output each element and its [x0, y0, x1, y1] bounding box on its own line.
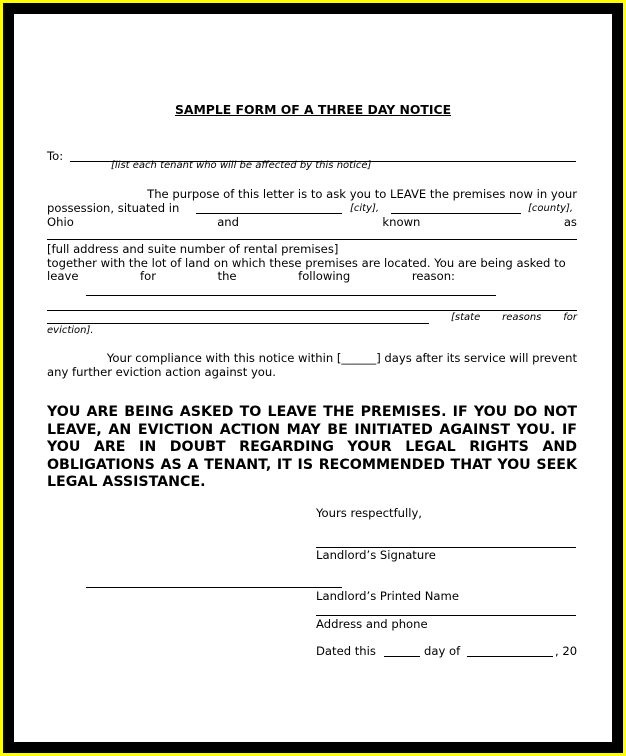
the-text: the [217, 269, 237, 283]
and-text: and [217, 215, 240, 229]
leave-text: leave [47, 269, 79, 283]
day-blank [384, 656, 420, 657]
reason-blank-3 [47, 323, 429, 324]
day-of-text: day of [424, 644, 461, 658]
page-frame [3, 3, 623, 753]
as-text: as [563, 215, 577, 229]
address-phone-label: Address and phone [316, 617, 428, 631]
month-blank [467, 656, 553, 657]
purpose-line-2a: possession, situated in [47, 201, 180, 215]
state-hint-word: [state [451, 312, 481, 323]
compliance-line-2: any further eviction action against you. [47, 365, 276, 379]
reason-blank-1 [86, 295, 496, 296]
page-title: SAMPLE FORM OF A THREE DAY NOTICE [174, 102, 452, 117]
closing-text: Yours respectfully, [316, 506, 422, 520]
purpose-line-6 [47, 269, 455, 283]
reason-blank-2 [47, 310, 577, 311]
county-hint: [county], [528, 203, 574, 214]
for-hint-word: for [563, 312, 577, 323]
for-text: for [140, 269, 156, 283]
address-hint: [full address and suite number of rental premises] [47, 242, 339, 256]
signature-label: Landlord’s Signature [316, 548, 436, 562]
following-text: following [298, 269, 351, 283]
printed-name-label: Landlord’s Printed Name [316, 589, 459, 603]
city-blank [196, 213, 342, 214]
tenant-hint: [list each tenant who will be affected by this notice] [111, 160, 372, 171]
city-hint: [city], [350, 203, 380, 214]
compliance-line-1: Your compliance with this notice within [______] days after its service will prevent [106, 351, 577, 365]
purpose-line-3 [47, 215, 577, 229]
year-text: , 20 [555, 644, 578, 658]
document-page [14, 14, 612, 742]
county-blank [391, 213, 521, 214]
eviction-hint: eviction]. [47, 325, 94, 336]
warning-text: YOU ARE BEING ASKED TO LEAVE THE PREMISES. IF YOU DO NOT LEAVE, AN EVICTION ACTION MAY BE INITIATED AGAINST YOU. IF YOU ARE IN DOUBT REGARDING YOUR LEGAL RIGHTS AND OBLIGATIONS AS A TENANT, IT IS RECOMMENDED THAT YOU SEEK LEGAL ASSISTANCE. [47, 404, 577, 490]
state-text: Ohio [47, 215, 74, 229]
reasons-hint [451, 312, 577, 323]
purpose-line-1: The purpose of this letter is to ask you to LEAVE the premises now in your [147, 187, 577, 201]
address-phone-blank [316, 615, 576, 616]
address-blank [47, 239, 577, 240]
dated-text: Dated this [316, 644, 376, 658]
purpose-line-5: together with the lot of land on which these premises are located. You are being asked to [47, 256, 566, 270]
reasons-hint-word: reasons [502, 312, 542, 323]
name-blank-left [86, 587, 342, 588]
known-text: known [382, 215, 421, 229]
to-label: To: [47, 149, 64, 163]
reason-text: reason: [411, 269, 455, 283]
